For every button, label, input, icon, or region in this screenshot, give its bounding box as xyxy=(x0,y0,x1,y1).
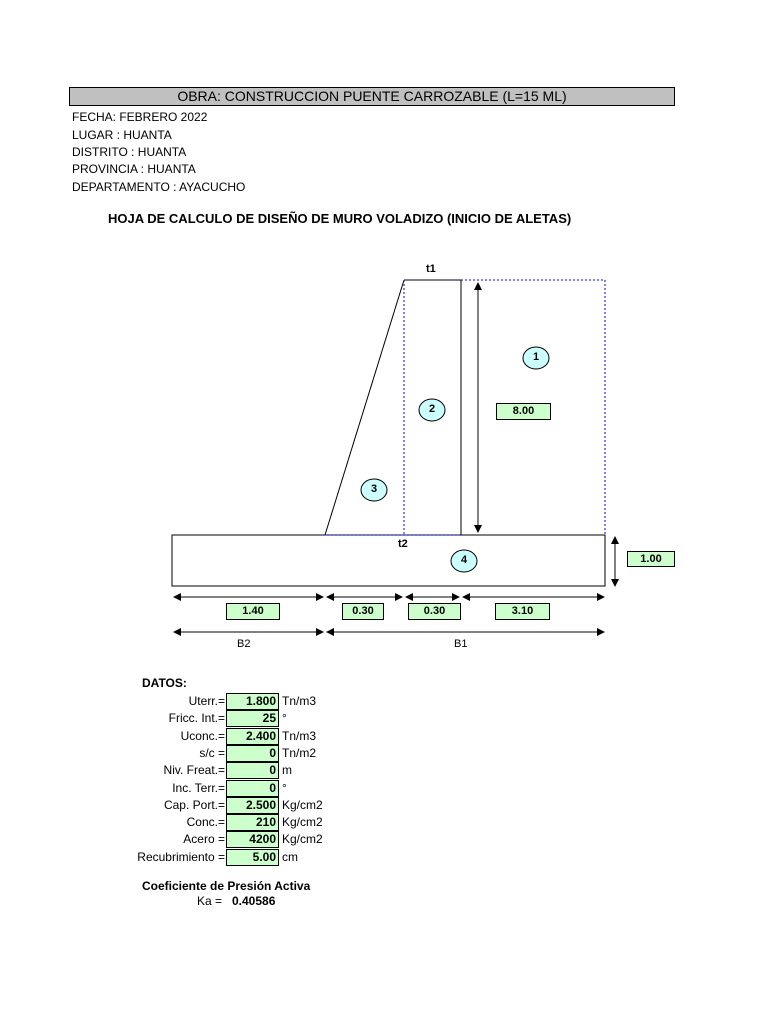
datos-row xyxy=(100,728,360,745)
dim-value-4: 3.10 xyxy=(495,603,550,620)
datos-row-label: Uterr.= xyxy=(188,694,225,708)
datos-row-value: 2.500 xyxy=(226,797,279,814)
date-line: FECHA: FEBRERO 2022 xyxy=(72,110,208,124)
datos-row-label: Cap. Port.= xyxy=(163,797,225,812)
datos-row xyxy=(100,831,360,848)
place-line: LUGAR : HUANTA xyxy=(72,128,172,142)
t1-label: t1 xyxy=(426,263,436,275)
datos-row xyxy=(100,745,360,762)
datos-row-label: s/c = xyxy=(199,745,225,760)
datos-row-unit: Tn/m3 xyxy=(282,694,317,708)
footing-outline xyxy=(172,535,605,586)
ka-label: Ka = xyxy=(197,894,223,908)
datos-row xyxy=(100,710,360,727)
datos-row xyxy=(100,780,360,797)
datos-row-label: Niv. Freat.= xyxy=(163,763,225,778)
datos-row-value: 1.800 xyxy=(226,693,279,710)
district-line: DISTRITO : HUANTA xyxy=(72,145,187,159)
datos-row-unit: Tn/m3 xyxy=(282,728,317,743)
region-3-label: 3 xyxy=(370,483,378,495)
datos-row-unit: ° xyxy=(282,780,287,795)
datos-row-unit: Tn/m2 xyxy=(282,745,317,760)
datos-row-label: Acero = xyxy=(183,832,225,847)
datos-row xyxy=(100,762,360,779)
dim-value-3: 0.30 xyxy=(408,603,461,620)
datos-row-label: Conc.= xyxy=(186,815,225,830)
footing-thickness-value: 1.00 xyxy=(627,551,675,567)
t2-label: t2 xyxy=(398,538,408,550)
department-line: DEPARTAMENTO : AYACUCHO xyxy=(72,180,246,194)
height-value: 8.00 xyxy=(496,403,551,420)
datos-row-unit: Kg/cm2 xyxy=(282,797,323,812)
datos-title: DATOS: xyxy=(142,676,187,690)
datos-row-value: 4200 xyxy=(226,831,279,848)
b2-label: B2 xyxy=(237,638,251,650)
datos-row xyxy=(100,849,360,866)
datos-row xyxy=(100,693,360,710)
datos-row-unit: cm xyxy=(282,849,298,864)
datos-row-value: 210 xyxy=(226,814,279,831)
datos-row-value: 25 xyxy=(226,710,279,727)
datos-row-unit: Kg/cm2 xyxy=(282,815,323,830)
region-4-label: 4 xyxy=(460,554,468,566)
datos-row xyxy=(100,814,360,831)
datos-row-label: Inc. Terr.= xyxy=(172,780,225,795)
dim-value-1: 1.40 xyxy=(226,603,280,620)
datos-row-value: 0 xyxy=(226,745,279,762)
datos-row xyxy=(100,797,360,814)
province-line: PROVINCIA : HUANTA xyxy=(72,162,196,176)
datos-row-unit: Kg/cm2 xyxy=(282,832,323,847)
region-1-label: 1 xyxy=(532,351,540,363)
ka-value: 0.40586 xyxy=(232,894,276,908)
datos-row-label: Fricc. Int.= xyxy=(168,711,225,726)
datos-row-value: 5.00 xyxy=(226,849,279,866)
region-2-label: 2 xyxy=(428,403,436,415)
b1-label: B1 xyxy=(454,638,468,650)
datos-row-unit: m xyxy=(282,763,292,778)
sheet-title: HOJA DE CALCULO DE DISEÑO DE MURO VOLADIZO (INICIO DE ALETAS) xyxy=(108,211,572,226)
dim-value-2: 0.30 xyxy=(342,603,384,620)
coefficient-title: Coeficiente de Presión Activa xyxy=(142,879,311,893)
datos-row-unit: ° xyxy=(282,711,287,726)
datos-row-value: 0 xyxy=(226,780,279,797)
project-title: OBRA: CONSTRUCCION PUENTE CARROZABLE (L=15 ML) xyxy=(69,87,675,106)
datos-row-value: 0 xyxy=(226,762,279,779)
datos-row-label: Recubrimiento = xyxy=(137,849,225,864)
datos-row-label: Uconc.= xyxy=(180,728,225,743)
datos-row-value: 2.400 xyxy=(226,728,279,745)
